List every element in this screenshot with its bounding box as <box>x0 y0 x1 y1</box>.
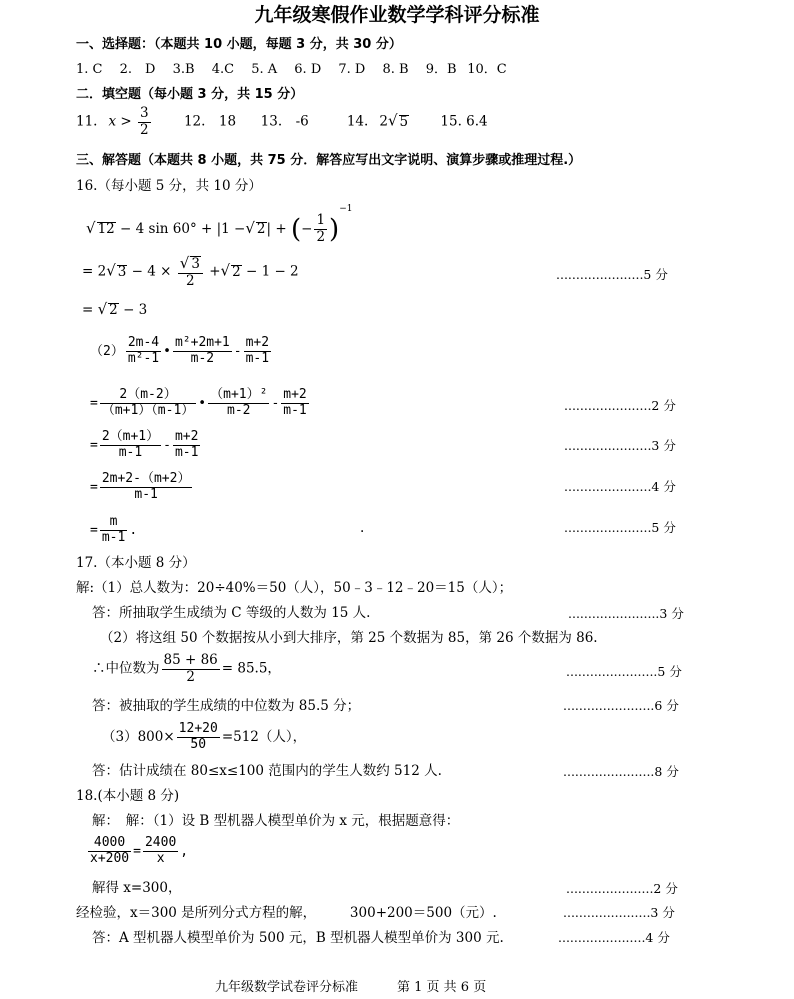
q17-line7: 答：估计成绩在 80≤x≤100 范围内的学生人数约 512 人. <box>92 763 442 779</box>
l3-tail: − 3 <box>123 302 148 318</box>
p2-label: （2） <box>90 343 124 359</box>
q18-equation <box>86 836 188 867</box>
q18-f2-num: 2400 <box>144 835 177 850</box>
q13-answer: 13. -6 <box>260 113 309 130</box>
section2-heading: 二．填空题（每小题 3 分，共 15 分） <box>76 87 304 102</box>
q18-line5-score: ......................4 分 <box>558 930 670 945</box>
p2-f1-num: 2m-4 <box>127 335 160 350</box>
q18-line4-score: ......................3 分 <box>563 905 675 920</box>
q16-p1-expression: √ 12 − 4 sin 60° + |1 −√ 2| + (− $\frac{1}{2}$ )$^{-1}$ <box>86 204 353 245</box>
fill-answers: 11. x > $\frac{3}{2}$ 12. 18 13. -6 14. 2√ 5 15. 6.4 <box>76 105 488 138</box>
l2-tail: − 1 − 2 <box>245 263 299 280</box>
s3-eq: = <box>90 479 98 495</box>
mc-answers <box>76 63 507 76</box>
p2-f3-den: m-1 <box>245 350 270 366</box>
s2-f1-den: m-1 <box>118 444 143 460</box>
q17-line5: 答：被抽取的学生成绩的中位数为 85.5 分； <box>92 698 361 714</box>
q18-f1-num: 4000 <box>88 836 131 852</box>
s3-score: ......................4 分 <box>564 479 676 494</box>
answer-8: 8. B <box>382 62 409 77</box>
s2-f1-num: 2（m+1） <box>101 429 160 444</box>
q17-l6-den: 50 <box>190 736 207 752</box>
q17-line5-score: .......................6 分 <box>563 698 679 713</box>
l2-plus: + <box>209 263 221 280</box>
s1-op2: - <box>271 395 280 411</box>
answer-5: 5. A <box>251 62 278 77</box>
s1-f1-num: 2（m-2） <box>100 388 196 404</box>
l2-rad1: 3 <box>117 263 127 280</box>
p2-op2: - <box>233 343 242 359</box>
l2-score: ......................5 分 <box>556 267 668 282</box>
s4-den: m-1 <box>101 529 126 545</box>
q17-line3: （2）将这组 50 个数据按从小到大排序，第 25 个数据为 85，第 26 个数据为 86. <box>100 630 598 646</box>
l2-mid: − 4 × <box>131 263 172 280</box>
q17-line2: 答：所抽取学生成绩为 C 等级的人数为 15 人. <box>92 605 371 621</box>
p2-f2-num: m²+2m+1 <box>174 335 230 350</box>
p1-half-den: 2 <box>316 229 326 245</box>
q17-line1: 解:（1）总人数为：20÷40%＝50（人），50﹣3﹣12﹣20＝15（人）； <box>76 580 513 596</box>
answer-7: 7. D <box>338 62 366 77</box>
s1-f1-den: （m+1）（m-1） <box>101 402 195 418</box>
q12-answer: 12. 18 <box>183 113 237 130</box>
s4-num: m <box>100 515 127 531</box>
s1-op1: • <box>198 395 207 411</box>
s2-eq: = <box>90 437 98 453</box>
q18-f2-den: x <box>156 850 165 866</box>
q16-p2-step4 <box>90 515 137 546</box>
s2-op: - <box>163 437 171 453</box>
q18-line3-score: ......................2 分 <box>566 881 678 896</box>
s3-num: 2m+2-（m+2） <box>101 471 191 486</box>
s2-f2-den: m-1 <box>174 444 199 460</box>
p1-mid1: − 4 sin 60° + <box>120 221 213 237</box>
q18-eq: = <box>133 843 141 859</box>
q11-label: 11. <box>76 113 98 130</box>
p2-f2-den: m-2 <box>190 350 215 366</box>
q17-l4-pre: ∴中位数为 <box>92 660 160 677</box>
p2-f3-num: m+2 <box>245 335 270 350</box>
q11-fraction <box>138 106 151 138</box>
answer-10: 10．C <box>467 62 507 77</box>
s4-score: ......................5 分 <box>564 520 676 535</box>
q17-line4-score: .......................5 分 <box>566 664 682 679</box>
q17-line4 <box>92 653 281 685</box>
answer-3: 3.B <box>172 62 195 77</box>
q17-l4-tail: = 85.5， <box>221 660 281 677</box>
page-title: 九年级寒假作业数学学科评分标准 <box>254 4 540 26</box>
p2-op1: • <box>163 343 171 359</box>
p1-half-num: 1 <box>316 212 326 229</box>
q17-line6 <box>102 722 306 753</box>
q14-coef: 2 <box>379 113 388 130</box>
section1-heading: 一、选择题：（本题共 10 小题，每题 3 分，共 30 分） <box>76 37 402 52</box>
s1-f2-den: m-2 <box>227 402 251 418</box>
answer-6: 6. D <box>294 62 322 77</box>
q14-label: 14. <box>346 113 369 130</box>
q17-l4-den: 2 <box>186 668 195 685</box>
q15-answer: 15. 6.4 <box>440 113 488 130</box>
s2-score: ......................3 分 <box>564 438 676 453</box>
q16-header: 16.（每小题 5 分，共 10 分） <box>76 178 262 194</box>
q18-f1-den: x+200 <box>90 850 130 866</box>
answer-4: 4.C <box>211 62 235 77</box>
q11-den: 2 <box>140 121 149 138</box>
l3-rad: 2 <box>109 302 118 318</box>
q18-line1: 解： 解：（1）设 B 型机器人模型单价为 x 元，根据题意得： <box>92 813 460 829</box>
q18-eq-tail: , <box>180 843 189 859</box>
q16-p2-step2 <box>90 430 202 461</box>
p1-plus: + <box>275 221 287 237</box>
q18-line3: 解得 x=300， <box>92 880 182 896</box>
q16-p2-step3 <box>90 472 194 503</box>
p1-rad1: 12 <box>97 221 115 237</box>
l2-rad2: 2 <box>232 263 241 280</box>
s4-dot: . <box>129 522 138 538</box>
q17-header: 17.（本小题 8 分） <box>76 555 196 571</box>
q11-num: 3 <box>140 105 149 121</box>
s2-f2-num: m+2 <box>174 429 199 444</box>
p1-abs: |1 − <box>216 221 246 237</box>
p1-abs-end: | <box>266 221 272 237</box>
s1-f3-den: m-1 <box>283 402 307 418</box>
q16-p1-step3: = √ 2 − 3 <box>82 300 148 318</box>
section3-heading: 三、解答题（本题共 8 小题，共 75 分．解答应写出文字说明、演算步骤或推理过程.） <box>76 153 582 168</box>
q17-line2-score: .......................3 分 <box>568 606 684 621</box>
q14-radicand: 5 <box>399 113 409 130</box>
q16-p1-step2: = 2√ 3 − 4 × $\frac{√ 3}{2}$ +√ 2 − 1 − 2 <box>82 254 299 289</box>
q18-line4: 经检验，x＝300 是所列分式方程的解， 300+200＝500（元）. <box>76 905 497 921</box>
q18-header: 18.(本小题 8 分) <box>76 788 180 804</box>
answer-9: 9．B <box>425 62 457 77</box>
q17-l4-num: 85 + 86 <box>163 652 218 668</box>
s1-f3-num: m+2 <box>283 387 307 402</box>
answer-1: 1. C <box>76 62 103 77</box>
q17-line7-score: .......................8 分 <box>563 764 679 779</box>
p1-neg: − <box>301 221 313 237</box>
p2-f1-den: m²-1 <box>127 350 160 366</box>
l2-frac-rad: 3 <box>191 256 200 272</box>
s1-f2-num: （m+1）² <box>210 387 268 402</box>
q17-l6-pre: （3）800× <box>102 728 175 745</box>
l2-pre: = 2 <box>82 263 107 280</box>
page-footer: 九年级数学试卷评分标准 第 1 页 共 6 页 <box>215 980 487 995</box>
q18-line5: 答：A 型机器人模型单价为 500 元，B 型机器人模型单价为 300 元. <box>92 930 504 946</box>
l2-frac-den: 2 <box>186 272 195 289</box>
q16-p2-expression <box>90 336 273 367</box>
stray-dot: . <box>360 520 365 536</box>
p1-rad2: 2 <box>256 221 266 237</box>
q17-l6-tail: =512（人）， <box>221 728 307 745</box>
s1-eq: = <box>90 395 98 411</box>
s3-den: m-1 <box>134 486 158 502</box>
answer-2: 2. D <box>119 62 156 77</box>
q17-l6-num: 12+20 <box>178 721 218 736</box>
l3-pre: = <box>82 302 94 318</box>
q16-p2-step1 <box>90 388 311 419</box>
q11-lhs: x > <box>108 113 132 130</box>
p1-exp: −1 <box>339 204 353 214</box>
s1-score: ......................2 分 <box>564 398 676 413</box>
s4-eq: = <box>90 522 98 538</box>
